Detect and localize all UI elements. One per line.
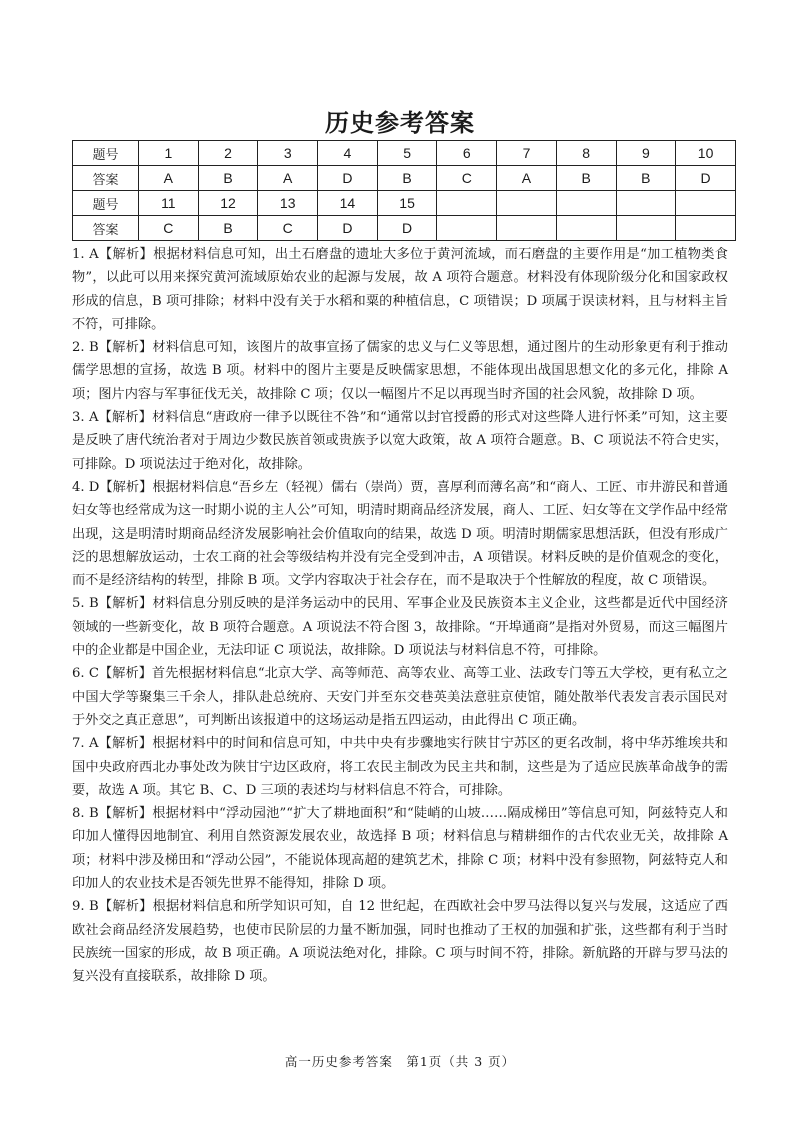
answer-explanation: 9. B【解析】根据材料信息和所学知识可知，自 12 世纪起，在西欧社会中罗马法得以复兴与发展，这适应了西欧社会商品经济发展趋势，也使市民阶层的力量不断加强，同时也推动了王权的加强和扩张，这些都有利于当时民族统一国家的形成，故 B 项正确。A 项说法绝对化，排除。C 项与时间不符，排除。新航路的开辟与罗马法的复兴没有直接联系，故排除 D 项。: [72, 899, 728, 985]
table-cell: 13: [258, 191, 318, 216]
table-cell: 15: [377, 191, 437, 216]
answer-explanation: 8. B【解析】根据材料中“浮动园池”“扩大了耕地面积”和“陡峭的山坡……隔成梯田”等信息可知，阿兹特克人和印加人懂得因地制宜、利用自然资源发展农业，故选择 B 项；材料信息与精耕细作的古代农业无关，故排除 A 项；材料中涉及梯田和“浮动公园”，不能说体现高超的建筑艺术，排除 C 项；材料中没有参照物，阿兹特克人和印加人的农业技术是否领先世界不能得知，排除 D 项。: [72, 806, 728, 892]
row-label-answer: 答案: [73, 166, 139, 191]
table-cell: [676, 216, 736, 241]
table-cell: A: [497, 166, 557, 191]
table-cell: D: [676, 166, 736, 191]
table-cell: 9: [616, 141, 676, 166]
row-label-question: 题号: [73, 191, 139, 216]
answer-explanation: 5. B【解析】材料信息分别反映的是洋务运动中的民用、军事企业及民族资本主义企业，这些都是近代中国经济领域的一些新变化，故 B 项符合题意。A 项说法不符合图 3，故排除。“开埠通商”是指对外贸易，而这三幅图片中的企业都是中国企业，无法印证 C 项说法，故排除。D 项说法与材料信息不符，可排除。: [72, 596, 728, 659]
table-cell: 6: [437, 141, 497, 166]
page-footer: 高一历史参考答案 第1页（共 3 页）: [284, 1054, 516, 1069]
table-cell: 11: [139, 191, 199, 216]
table-cell: A: [258, 166, 318, 191]
table-row: [73, 216, 736, 241]
table-cell: B: [556, 166, 616, 191]
table-cell: [437, 216, 497, 241]
row-label-answer: 答案: [73, 216, 139, 241]
table-cell: 12: [198, 191, 258, 216]
table-cell: 4: [318, 141, 378, 166]
table-cell: [437, 191, 497, 216]
table-cell: B: [377, 166, 437, 191]
table-row: [73, 166, 736, 191]
row-label-question: 题号: [73, 141, 139, 166]
table-row: [73, 141, 736, 166]
table-row: [73, 191, 736, 216]
table-cell: [616, 191, 676, 216]
page-title: 历史参考答案: [325, 109, 475, 137]
answer-explanation: 7. A【解析】根据材料中的时间和信息可知，中共中央有步骤地实行陕甘宁苏区的更名改制，将中华苏维埃共和国中央政府西北办事处改为陕甘宁边区政府，将工农民主制改为民主共和制，这些是为了适应民族革命战争的需要，故选 A 项。其它 B、C、D 三项的表述均与材料信息不符合，可排除。: [72, 736, 728, 798]
table-cell: C: [139, 216, 199, 241]
answer-explanations: [72, 243, 728, 989]
table-cell: 7: [497, 141, 557, 166]
table-cell: B: [198, 216, 258, 241]
table-cell: B: [198, 166, 258, 191]
table-cell: [616, 216, 676, 241]
table-cell: C: [437, 166, 497, 191]
table-cell: 1: [139, 141, 199, 166]
answer-explanation: 1. A【解析】根据材料信息可知，出土石磨盘的遗址大多位于黄河流域，而石磨盘的主要作用是“加工植物类食物”，以此可以用来探究黄河流域原始农业的起源与发展，故 A 项符合题意。材料没有体现阶级分化和国家政权形成的信息，B 项可排除；材料中没有关于水稻和粟的种植信息，C 项错误；D 项属于误读材料，且与材料主旨不符，可排除。: [72, 247, 728, 332]
table-cell: 5: [377, 141, 437, 166]
table-cell: 2: [198, 141, 258, 166]
answer-explanation: 3. A【解析】材料信息“唐政府一律予以既往不咎”和“通常以封官授爵的形式对这些降人进行怀柔”可知，这主要是反映了唐代统治者对于周边少数民族首领或贵族予以宽大政策，故 A 项符合题意。B、C 项说法不符合史实，可排除。D 项说法过于绝对化，故排除。: [72, 410, 728, 472]
answer-table: [72, 140, 736, 241]
table-cell: D: [318, 216, 378, 241]
table-cell: D: [318, 166, 378, 191]
table-cell: A: [139, 166, 199, 191]
table-cell: B: [616, 166, 676, 191]
answer-explanation: 2. B【解析】材料信息可知，该图片的故事宣扬了儒家的忠义与仁义等思想，通过图片的生动形象更有利于推动儒学思想的宣扬，故选 B 项。材料中的图片主要是反映儒家思想，不能体现出战国思想文化的多元化，排除 A 项；图片内容与军事征伐无关，故排除 C 项；仅以一幅图片不足以再现当时齐国的社会风貌，故排除 D 项。: [72, 340, 728, 402]
table-cell: D: [377, 216, 437, 241]
table-cell: C: [258, 216, 318, 241]
answer-explanation: 6. C【解析】首先根据材料信息“北京大学、高等师范、高等农业、高等工业、法政专门等五大学校，更有私立之中国大学等聚集三千余人，排队赴总统府、天安门并至东交巷英美法意驻京使馆，随处散举代表发言表示国民对于外交之真正意思”，可判断出该报道中的这场运动是指五四运动，由此得出 C 项正确。: [72, 666, 728, 728]
table-cell: 3: [258, 141, 318, 166]
table-cell: [497, 216, 557, 241]
answer-explanation: 4. D【解析】根据材料信息“吾乡左（轻视）儒右（崇尚）贾，喜厚利而薄名高”和“商人、工匠、市井游民和普通妇女等也经常成为这一时期小说的主人公”可知，明清时期商品经济发展，商人、工匠、妇女等在文学作品中经常出现，这是明清时期商品经济发展影响社会价值取向的结果，故选 D 项。明清时期儒家思想活跃，但没有形成广泛的思想解放运动，士农工商的社会等级结构并没有完全受到冲击，A 项错误。材料反映的是价值观念的变化，而不是经济结构的转型，排除 B 项。文学内容取决于社会存在，而不是取决于个性解放的程度，故 C 项错误。: [72, 479, 728, 589]
table-cell: [556, 191, 616, 216]
table-cell: 10: [676, 141, 736, 166]
table-cell: 14: [318, 191, 378, 216]
table-cell: [676, 191, 736, 216]
table-cell: [497, 191, 557, 216]
table-cell: [556, 216, 616, 241]
table-cell: 8: [556, 141, 616, 166]
